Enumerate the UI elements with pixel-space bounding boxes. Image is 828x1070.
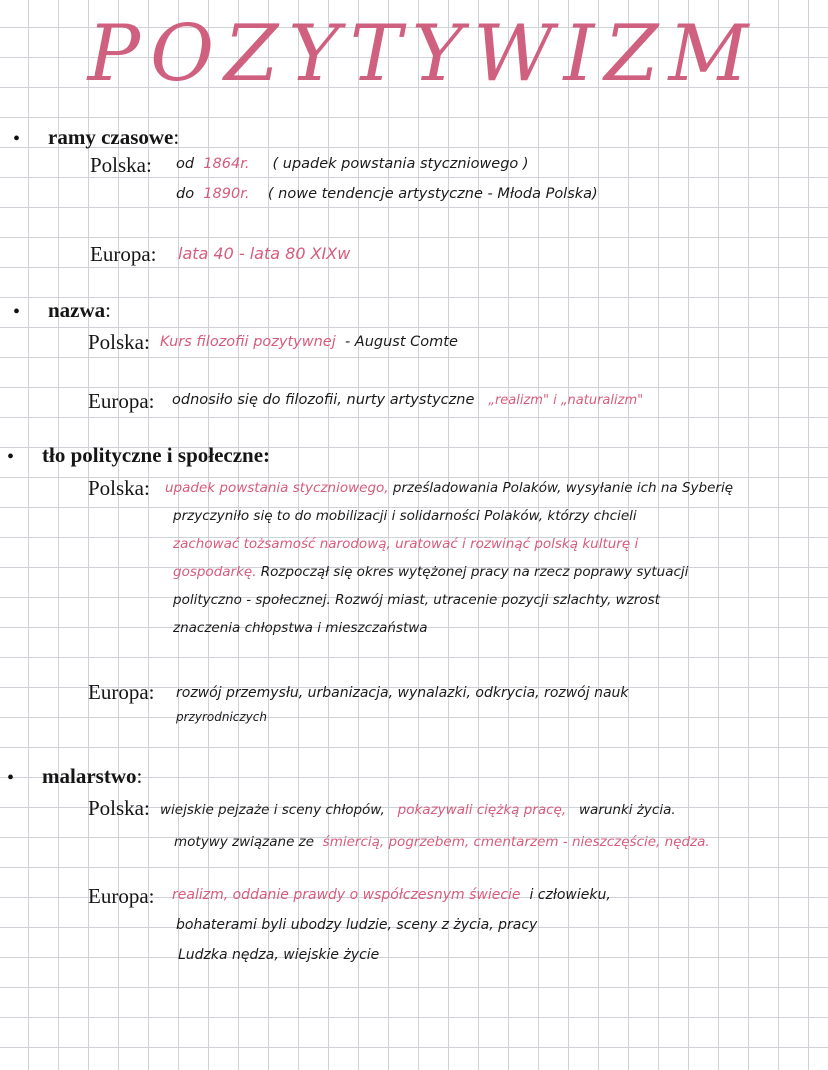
europa-label: Europa:: [90, 242, 157, 266]
polska-paragraph: upadek powstania styczniowego, prześladowania Polaków, wysyłanie ich na Syberię przyczyniło się to do mobilizacji i solidarności Polaków, którzy chcieli zachować tożsamość narodową, uratować i rozwinąć polską kulturę i gospodarkę. Rozpoczął się okres wytężonej pracy na rzecz poprawy sytuacji polityczno - społecznej. Rozwój miast, utracenie pozycji szlachty, wzrost znaczenia chłopstwa i mieszczaństwa: [165, 480, 734, 636]
bullet-icon: •: [7, 446, 15, 468]
section-heading: malarstwo:: [42, 764, 143, 788]
europa-paragraph: realizm, oddanie prawdy o współczesnym świecie i człowieku, bohaterami byli ubodzy ludzie, sceny z życia, pracy Ludzka nędza, wiejskie życie: [172, 887, 611, 963]
date-line-end: do 1890r. ( nowe tendencje artystyczne - Młoda Polska): [176, 186, 598, 202]
europa-label: Europa:: [88, 680, 155, 704]
section-heading: nazwa:: [48, 298, 112, 322]
polska-label: Polska:: [88, 476, 150, 500]
polska-label: Polska:: [90, 153, 152, 177]
bullet-icon: •: [13, 301, 21, 323]
europa-label: Europa:: [88, 389, 155, 413]
polska-label: Polska:: [88, 330, 150, 354]
bullet-icon: •: [7, 767, 15, 789]
date-line-start: od 1864r. ( upadek powstania styczniowego ): [176, 156, 529, 172]
polska-label: Polska:: [88, 796, 150, 820]
polska-paragraph: wiejskie pejzaże i sceny chłopów, pokazywali ciężką pracę, warunki życia. motywy związane ze śmiercią, pogrzebem, cmentarzem - nieszczęście, nędza.: [160, 802, 710, 850]
polska-text: Kurs filozofii pozytywnej - August Comte: [160, 334, 458, 350]
section-heading: tło polityczne i społeczne:: [42, 443, 271, 467]
bullet-icon: •: [13, 128, 21, 150]
europa-paragraph: rozwój przemysłu, urbanizacja, wynalazki, odkrycia, rozwój nauk przyrodniczych: [176, 685, 629, 724]
europa-value: lata 40 - lata 80 XIXw: [178, 244, 351, 263]
page-title: POZYTYWIZM: [87, 9, 759, 99]
section-heading: ramy czasowe:: [48, 125, 180, 149]
europa-text: odnosiło się do filozofii, nurty artystyczne „realizm" i „naturalizm": [172, 392, 644, 408]
europa-label: Europa:: [88, 884, 155, 908]
